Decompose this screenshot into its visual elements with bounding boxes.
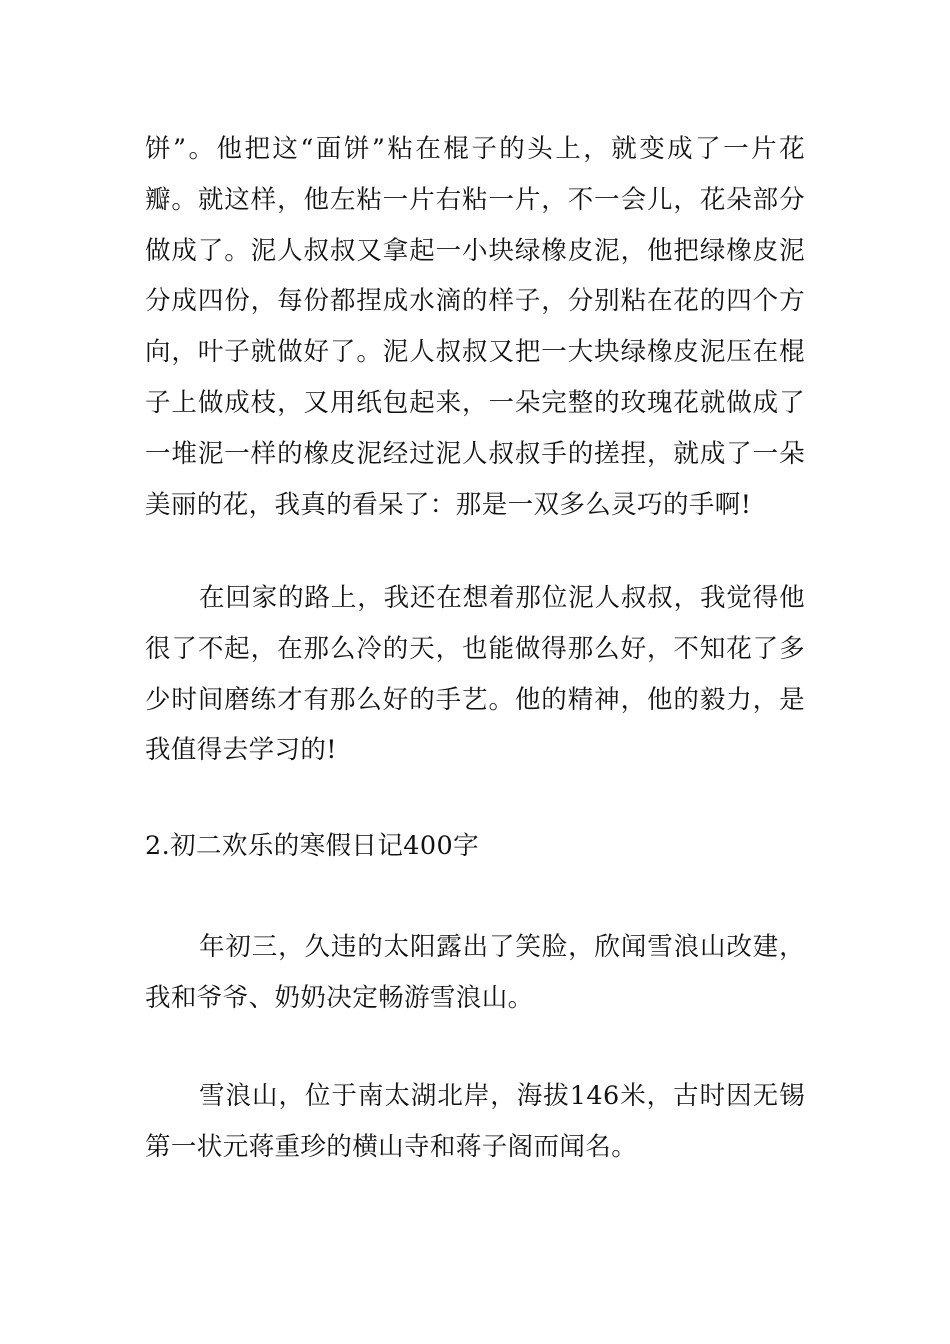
paragraph-xuelang-mountain: 雪浪山，位于南太湖北岸，海拔146米，古时因无锡第一状元蒋重珍的横山寺和蒋子阁而闻名。: [145, 1081, 805, 1162]
section-heading: 2.初二欢乐的寒假日记400字: [145, 831, 480, 861]
paragraph-way-home: 在回家的路上，我还在想着那位泥人叔叔，我觉得他很了不起，在那么冷的天，也能做得那么好，不知花了多少时间磨练才有那么好的手艺。他的精神，他的毅力，是我值得去学习的!: [145, 583, 805, 766]
paragraph-flower-making: 饼”。他把这“面饼”粘在棍子的头上，就变成了一片花瓣。就这样，他左粘一片右粘一片，不一会儿，花朵部分做成了。泥人叔叔又拿起一小块绿橡皮泥，他把绿橡皮泥分成四份，每份都捏成水滴的样子，分别粘在花的四个方向，叶子就做好了。泥人叔叔又把一大块绿橡皮泥压在棍子上做成枝，又用纸包起来，一朵完整的玫瑰花就做成了一堆泥一样的橡皮泥经过泥人叔叔手的搓捏，就成了一朵美丽的花，我真的看呆了：那是一双多么灵巧的手啊!: [145, 134, 805, 520]
paragraph-new-year-trip: 年初三，久违的太阳露出了笑脸，欣闻雪浪山改建，我和爷爷、奶奶决定畅游雪浪山。: [145, 932, 805, 1013]
